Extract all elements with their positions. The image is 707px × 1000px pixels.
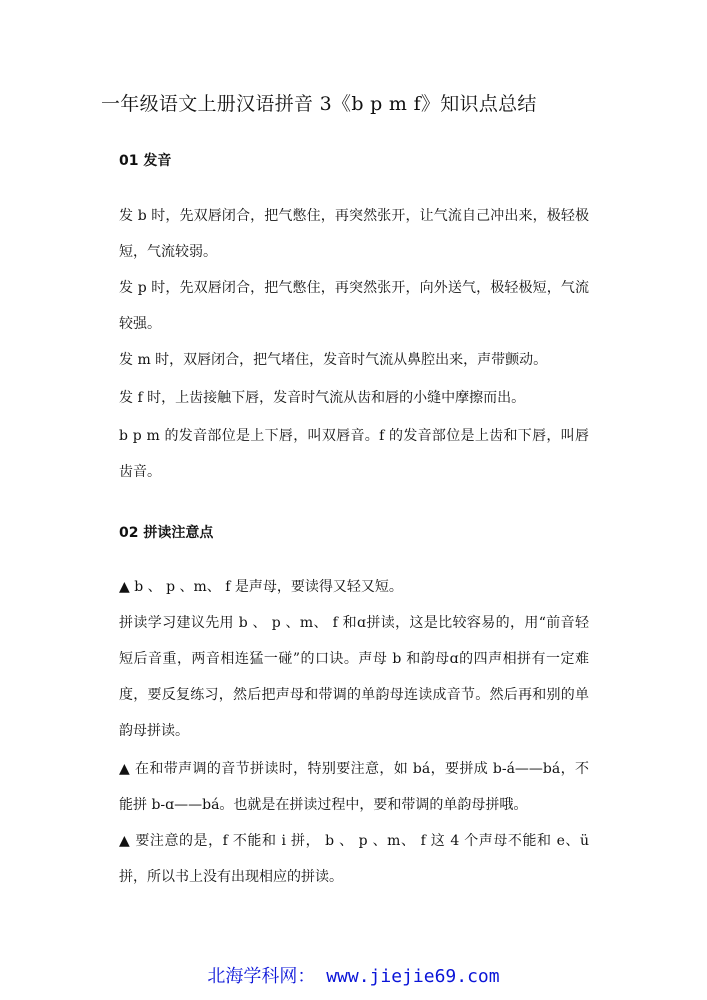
paragraph-tone-note: ▲ 在和带声调的音节拼读时，特别要注意，如 bá，要拼成 b-á——bá，不能拼 b-ɑ——bá。也就是在拼读过程中，要和带调的单韵母拼哦。 bbox=[119, 761, 589, 813]
paragraph-m-pronunciation: 发 m 时，双唇闭合，把气堵住，发音时气流从鼻腔出来，声带颤动。 bbox=[119, 352, 548, 368]
paragraph-f-pronunciation: 发 f 时，上齿接触下唇，发音时气流从齿和唇的小缝中摩擦而出。 bbox=[119, 390, 526, 406]
paragraph-articulation-place: b p m 的发音部位是上下唇，叫双唇音。f 的发音部位是上齿和下唇，叫唇齿音。 bbox=[119, 428, 589, 480]
section-heading-spelling-notes: 02 拼读注意点 bbox=[119, 525, 214, 541]
paragraph-restriction-note: ▲ 要注意的是，f 不能和 i 拼， b 、 p 、m、 f 这 4 个声母不能和 e、ü 拼，所以书上没有出现相应的拼读。 bbox=[119, 833, 589, 885]
paragraph-b-pronunciation: 发 b 时，先双唇闭合，把气憋住，再突然张开，让气流自己冲出来，极轻极短，气流较弱。 bbox=[119, 208, 589, 260]
page-title: 一年级语文上册汉语拼音 3《b p m f》知识点总结 bbox=[101, 93, 537, 115]
section-heading-pronunciation: 01 发音 bbox=[119, 153, 172, 169]
paragraph-p-pronunciation: 发 p 时，先双唇闭合，把气憋住，再突然张开，向外送气，极轻极短，气流较强。 bbox=[119, 280, 589, 332]
paragraph-initials-note: ▲ b 、 p 、m、 f 是声母，要读得又轻又短。 bbox=[119, 579, 403, 595]
footer-website: 北海学科网： www.jiejie69.com bbox=[207, 966, 500, 987]
paragraph-spelling-method: 拼读学习建议先用 b 、 p 、m、 f 和ɑ拼读，这是比较容易的，用“前音轻短后音重，两音相连猛一碰”的口诀。声母 b 和韵母ɑ的四声相拼有一定难度，要反复练习，然后把声母和带调的单韵母连读成音节。然后再和别的单韵母拼读。 bbox=[119, 615, 589, 739]
